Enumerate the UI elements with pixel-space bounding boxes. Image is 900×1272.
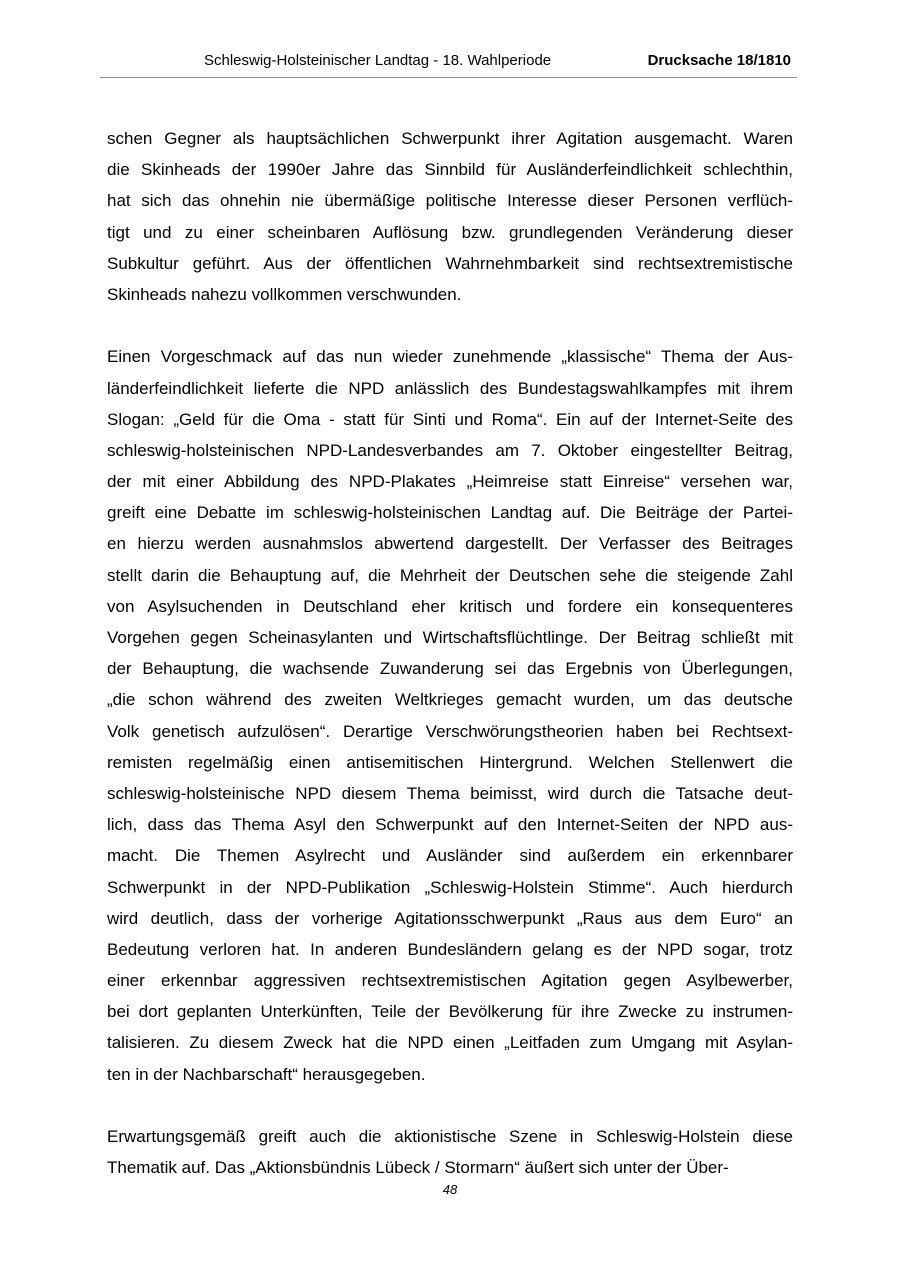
text-line: remisten regelmäßig einen antisemitischen Hintergrund. Welchen Stellenwert die xyxy=(107,752,793,772)
page-number: 48 xyxy=(442,1182,458,1197)
text-line: der Behauptung, die wachsende Zuwanderung sei das Ergebnis von Überlegungen, xyxy=(107,659,793,679)
text-line: ten in der Nachbarschaft“ herausgegeben. xyxy=(107,1064,426,1084)
paragraph xyxy=(107,123,793,310)
paragraph-gap xyxy=(107,310,793,341)
text-line: Subkultur geführt. Aus der öffentlichen Wahrnehmbarkeit sind rechtsextremistische xyxy=(107,253,793,273)
text-line: macht. Die Themen Asylrecht und Ausländer sind außerdem ein erkennbarer xyxy=(107,846,793,866)
text-line: hat sich das ohnehin nie übermäßige politische Interesse dieser Personen verflüch- xyxy=(107,191,793,211)
text-line: en hierzu werden ausnahmslos abwertend dargestellt. Der Verfasser des Beitrages xyxy=(107,534,793,554)
text-line: von Asylsuchenden in Deutschland eher kritisch und fordere ein konsequenteres xyxy=(107,596,793,616)
text-line: Skinheads nahezu vollkommen verschwunden. xyxy=(107,284,462,304)
text-line: Thematik auf. Das „Aktionsbündnis Lübeck / Stormarn“ äußert sich unter der Über- xyxy=(107,1158,729,1178)
text-line: greift eine Debatte im schleswig-holsteinischen Landtag auf. Die Beiträge der Partei- xyxy=(107,503,793,523)
text-line: der mit einer Abbildung des NPD-Plakates „Heimreise statt Einreise“ versehen war, xyxy=(107,472,793,492)
text-line: Bedeutung verloren hat. In anderen Bundesländern gelang es der NPD sogar, trotz xyxy=(107,939,793,959)
text-line: Erwartungsgemäß greift auch die aktionistische Szene in Schleswig-Holstein diese xyxy=(107,1127,793,1146)
text-line: einer erkennbar aggressiven rechtsextremistischen Agitation gegen Asylbewerber, xyxy=(107,971,793,991)
text-line: Slogan: „Geld für die Oma - statt für Sinti und Roma“. Ein auf der Internet-Seite des xyxy=(107,409,793,429)
text-line: lich, dass das Thema Asyl den Schwerpunkt auf den Internet-Seiten der NPD aus- xyxy=(107,815,793,835)
text-line: talisieren. Zu diesem Zweck hat die NPD einen „Leitfaden zum Umgang mit Asylan- xyxy=(107,1033,793,1053)
text-line: bei dort geplanten Unterkünften, Teile der Bevölkerung für ihre Zwecke zu instrumen- xyxy=(107,1002,793,1022)
paragraph-gap xyxy=(107,1090,793,1121)
paragraph xyxy=(107,341,793,1090)
text-line: Einen Vorgeschmack auf das nun wieder zunehmende „klassische“ Thema der Aus- xyxy=(107,347,793,367)
header-title: Schleswig-Holsteinischer Landtag - 18. Wahlperiode xyxy=(204,52,552,69)
paragraph xyxy=(107,1121,793,1183)
text-line: länderfeindlichkeit lieferte die NPD anlässlich des Bundestagswahlkampfes mit ihrem xyxy=(107,378,793,398)
text-line: Vorgehen gegen Scheinasylanten und Wirtschaftsflüchtlinge. Der Beitrag schließt mit xyxy=(107,628,793,647)
text-line: Schwerpunkt in der NPD-Publikation „Schleswig-Holstein Stimme“. Auch hierdurch xyxy=(107,877,793,897)
text-line: „die schon während des zweiten Weltkrieges gemacht wurden, um das deutsche xyxy=(107,690,793,710)
text-line: die Skinheads der 1990er Jahre das Sinnbild für Ausländerfeindlichkeit schlechthin, xyxy=(107,160,793,180)
text-line: wird deutlich, dass der vorherige Agitationsschwerpunkt „Raus aus dem Euro“ an xyxy=(107,908,793,928)
header-doc-number: Drucksache 18/1810 xyxy=(647,52,791,69)
page-header xyxy=(100,52,797,74)
text-line: Volk genetisch aufzulösen“. Derartige Verschwörungstheorien haben bei Rechtsext- xyxy=(107,721,793,741)
text-line: tigt und zu einer scheinbaren Auflösung bzw. grundlegenden Veränderung dieser xyxy=(107,222,793,242)
header-divider xyxy=(100,77,797,78)
text-line: schleswig-holsteinische NPD diesem Thema beimisst, wird durch die Tatsache deut- xyxy=(107,783,793,803)
text-line: schen Gegner als hauptsächlichen Schwerpunkt ihrer Agitation ausgemacht. Waren xyxy=(107,129,793,148)
text-line: stellt darin die Behauptung auf, die Mehrheit der Deutschen sehe die steigende Zahl xyxy=(107,565,793,585)
text-line: schleswig-holsteinischen NPD-Landesverbandes am 7. Oktober eingestellter Beitrag, xyxy=(107,440,793,460)
document-body xyxy=(107,123,793,1183)
